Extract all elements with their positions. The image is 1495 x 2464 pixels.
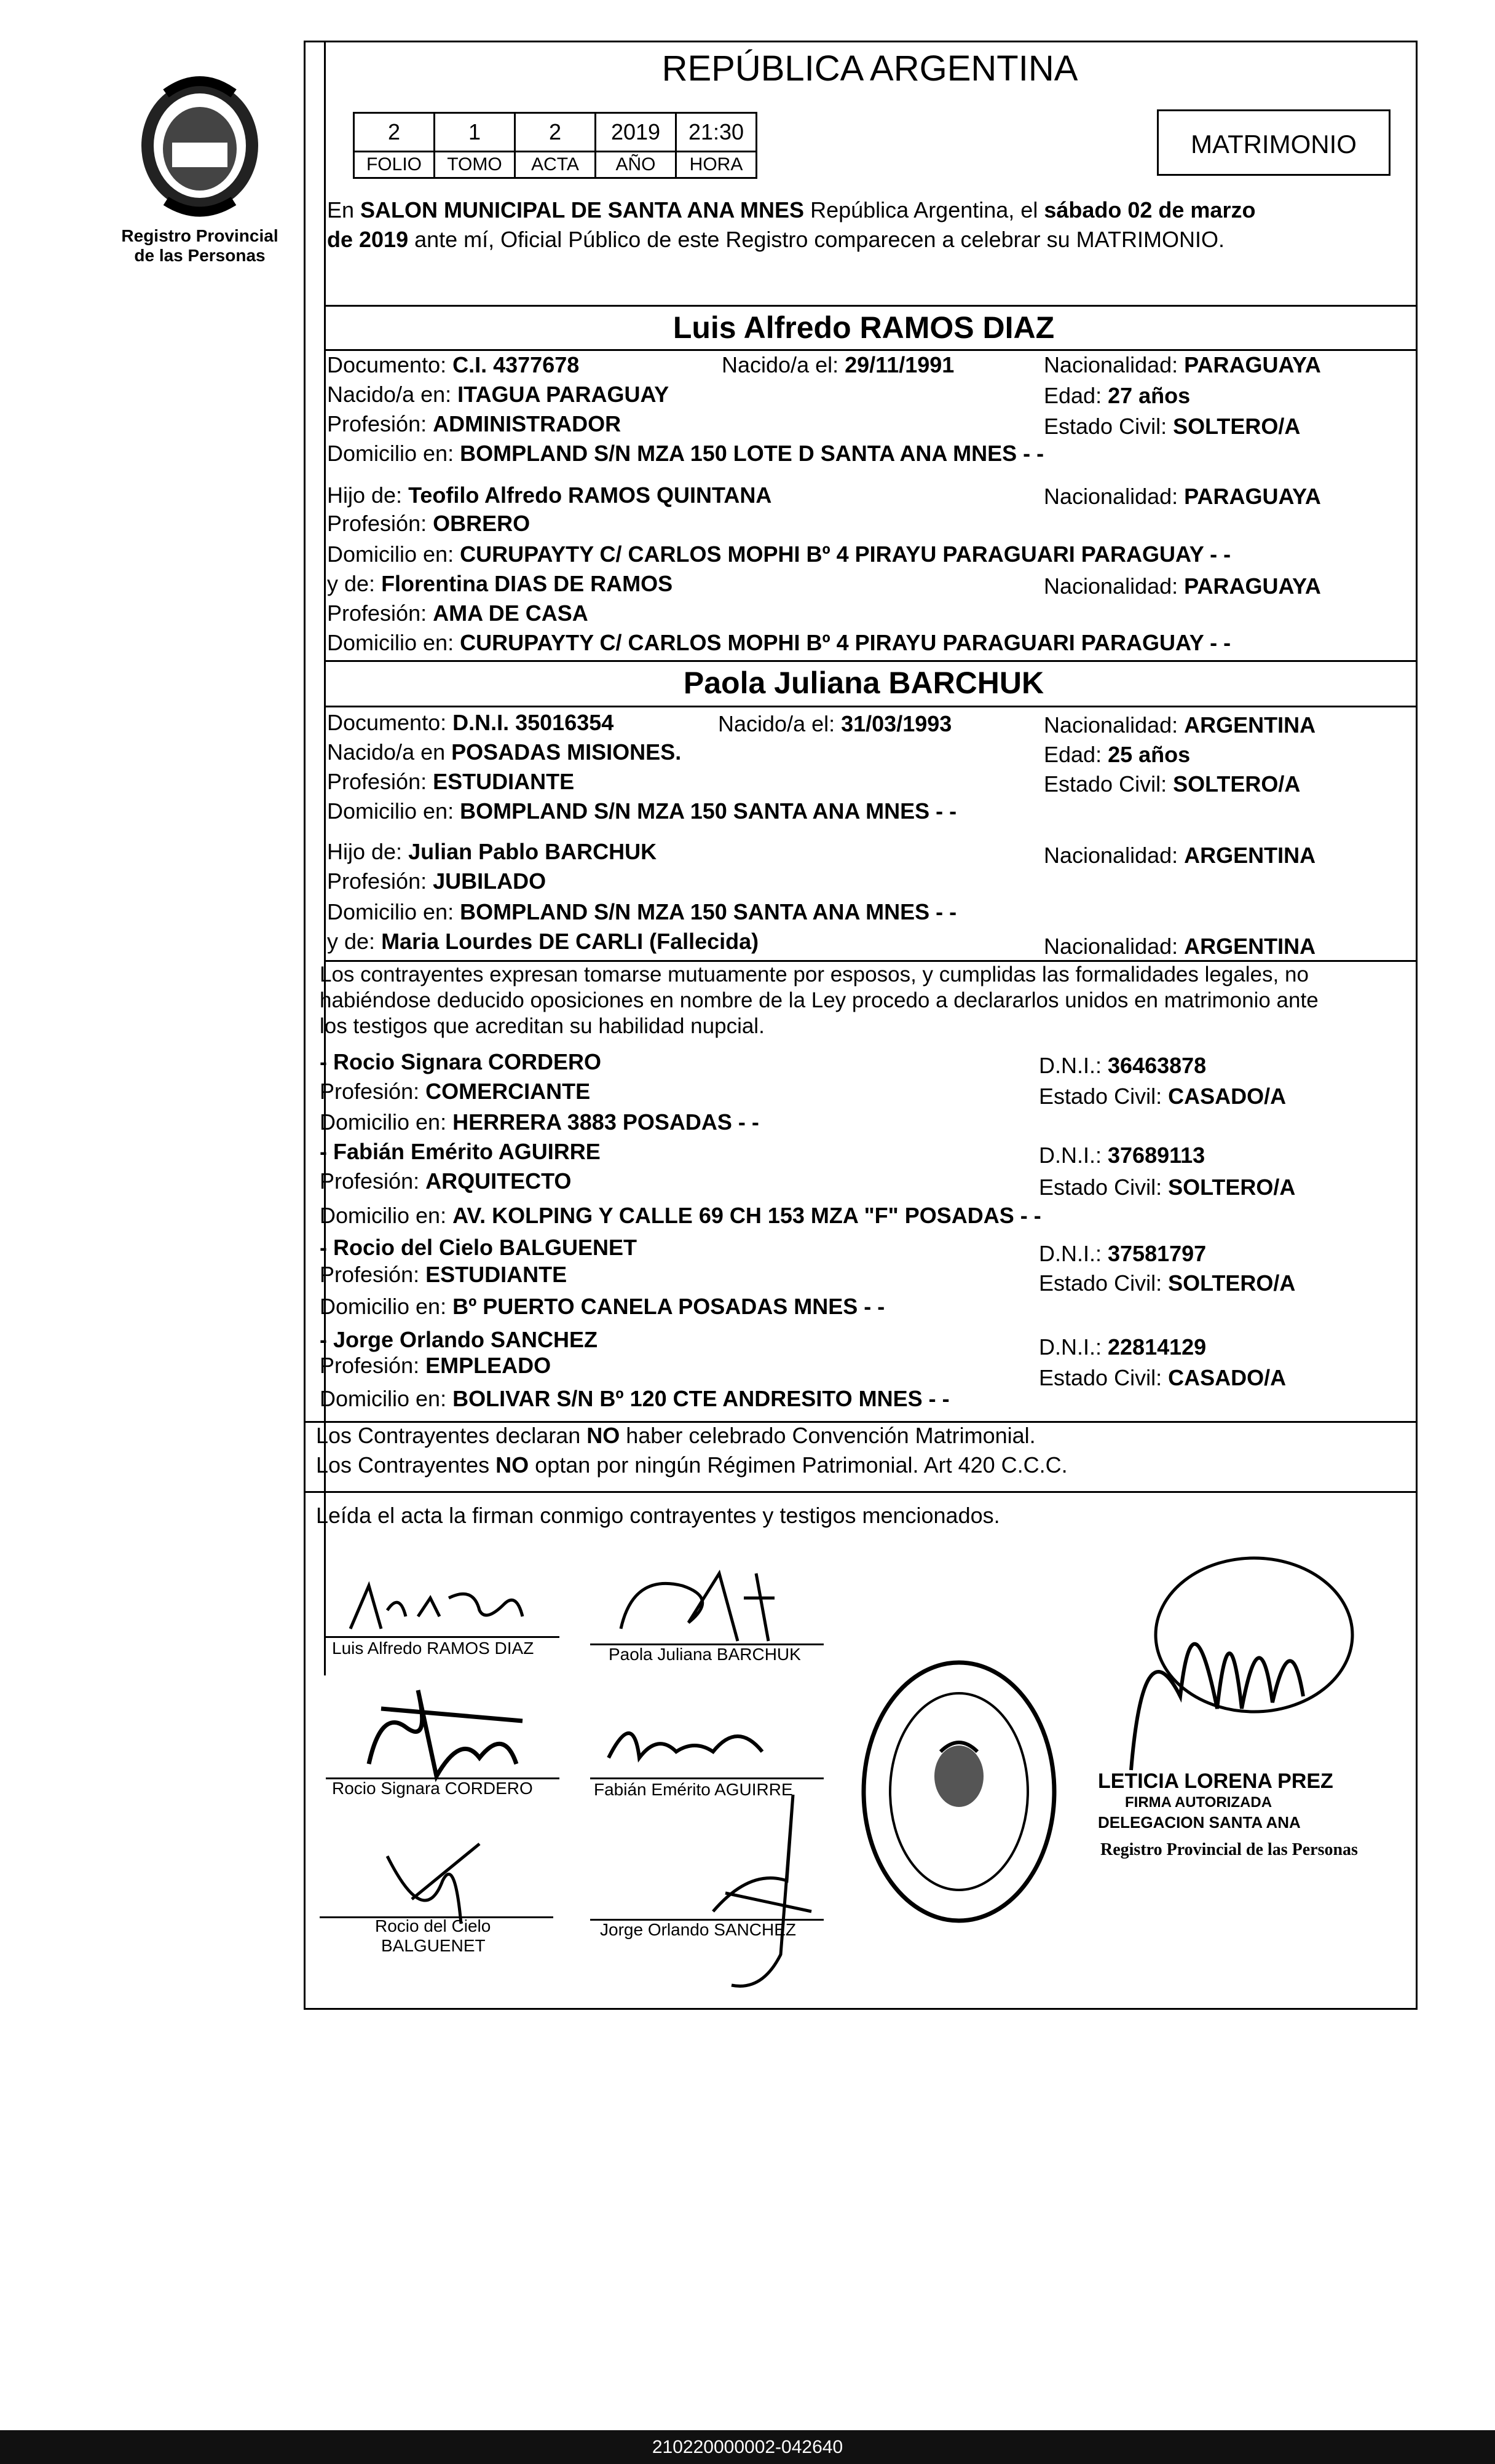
declaration-line-1: Los contrayentes expresan tomarse mutuamente por esposos, y cumplidas las formalidades legales, no [320,962,1309,986]
convention-line-1: Los Contrayentes declaran NO haber celebrado Convención Matrimonial. [316,1423,1036,1448]
signature-label-1: Luis Alfredo RAMOS DIAZ [332,1639,534,1658]
official-line-2: FIRMA AUTORIZADA [1125,1794,1272,1811]
closing-text: Leída el acta la firman conmigo contrayentes y testigos mencionados. [316,1503,1000,1528]
acta-value: 2 [515,113,596,152]
ceremony-place: SALON MUNICIPAL DE SANTA ANA MNES [360,197,805,222]
official-signature-scribble [1106,1549,1365,1795]
official-line-4: Registro Provincial de las Personas [1100,1840,1358,1859]
delegacion-stamp-icon [848,1647,1070,1936]
anio-label: AÑO [596,152,676,178]
act-type-box: MATRIMONIO [1157,109,1390,176]
footer-code: 210220000002-042640 [0,2430,1495,2464]
folio-value: 2 [354,113,435,152]
signature-label-6: Jorge Orlando SANCHEZ [600,1920,797,1939]
official-line-3: DELEGACION SANTA ANA [1098,1813,1301,1832]
anio-value: 2019 [596,113,676,152]
signature-6-scribble [688,1770,836,1998]
signature-label-2: Paola Juliana BARCHUK [609,1645,801,1664]
page-title: REPÚBLICA ARGENTINA [661,49,1078,89]
contrayente1-name: Luis Alfredo RAMOS DIAZ [673,310,1055,345]
tomo-label: TOMO [435,152,515,178]
tomo-value: 1 [435,113,515,152]
signature-3-scribble [344,1672,553,1795]
acta-label: ACTA [515,152,596,178]
hora-label: HORA [676,152,757,178]
logo-caption-1: Registro Provincial [121,226,278,245]
logo-caption-2: de las Personas [134,246,266,265]
signature-2-scribble [596,1549,805,1653]
folio-label: FOLIO [354,152,435,178]
official-name: LETICIA LORENA PREZ [1098,1769,1333,1793]
declaration-line-3: los testigos que acreditan su habilidad nupcial. [320,1014,765,1038]
registry-table [353,112,757,179]
signature-4-scribble [590,1696,799,1782]
signature-label-5a: Rocio del Cielo [375,1916,491,1935]
declaration-line-2: habiéndose deducido oposiciones en nombre de la Ley procedo a declararlos unidos en matrimonio ante [320,988,1319,1012]
intro-paragraph: En SALON MUNICIPAL DE SANTA ANA MNES República Argentina, el sábado 02 de marzo de 2019 ante mí, Oficial Público de este Registro comparecen a celebrar su MATRIMONIO. [327,197,1256,252]
signature-label-3: Rocio Signara CORDERO [332,1779,533,1798]
signature-label-5b: BALGUENET [381,1936,486,1955]
hora-value: 21:30 [676,113,757,152]
convention-line-2: Los Contrayentes NO optan por ningún Régimen Patrimonial. Art 420 C.C.C. [316,1452,1068,1478]
signature-label-4: Fabián Emérito AGUIRRE [594,1780,793,1799]
contrayente2-name: Paola Juliana BARCHUK [683,666,1044,700]
misiones-seal-icon [129,69,270,222]
signature-1-scribble [332,1561,553,1647]
ceremony-date: sábado 02 de marzo [1044,197,1256,222]
